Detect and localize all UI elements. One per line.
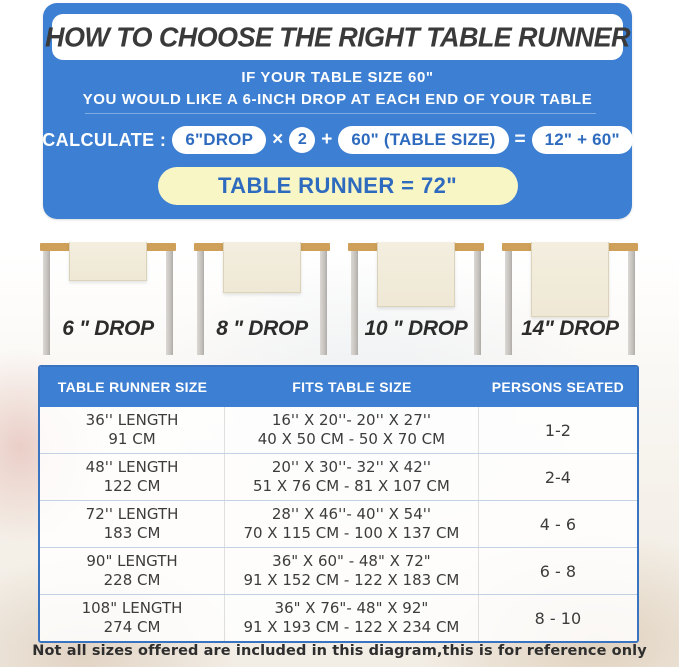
- runner-graphic: [69, 242, 147, 281]
- equals-operator: =: [514, 129, 526, 150]
- fits-table-cell: [225, 548, 479, 594]
- calculate-formula: [43, 125, 632, 155]
- title-box: [45, 14, 630, 60]
- table-row: [40, 594, 637, 641]
- drop-value-pill: 6"DROP: [172, 126, 266, 154]
- table-row: [40, 500, 637, 547]
- size-inches: 108" LENGTH: [81, 599, 183, 617]
- runner-graphic: [223, 242, 301, 293]
- multiplier-badge: 2: [289, 127, 315, 153]
- fits-cm: 91 X 193 CM - 122 X 234 CM: [243, 618, 460, 636]
- size-inches: 48'' LENGTH: [85, 458, 179, 476]
- subtitle-line2: YOU WOULD LIKE A 6-INCH DROP AT EACH END OF YOUR TABLE: [82, 91, 593, 108]
- persons-cell: 2-4: [544, 467, 571, 487]
- size-cm: 183 CM: [103, 524, 161, 542]
- size-table-header: [40, 367, 637, 407]
- runner-graphic: [377, 242, 455, 307]
- size-cm: 274 CM: [103, 618, 161, 636]
- size-cm: 91 CM: [108, 430, 156, 448]
- size-inches: 72'' LENGTH: [85, 505, 179, 523]
- subtitle-line1: IF YOUR TABLE SIZE 60": [241, 69, 434, 86]
- table-illustration-14-drop: [502, 243, 638, 359]
- drop-illustrations: [40, 243, 638, 359]
- drop-label: 10 " DROP: [364, 317, 468, 340]
- fits-inches: 36" X 60" - 48" X 72": [272, 552, 431, 570]
- fits-cm: 40 X 50 CM - 50 X 70 CM: [257, 430, 446, 448]
- size-table: [38, 365, 639, 643]
- column-header-persons: PERSONS SEATED: [491, 379, 625, 395]
- multiply-operator: ×: [272, 129, 284, 150]
- persons-cell: 1-2: [544, 420, 571, 440]
- fits-table-cell: [225, 595, 479, 641]
- persons-cell: 4 - 6: [539, 514, 577, 534]
- drop-label: 14" DROP: [521, 317, 619, 340]
- sum-pill: 12" + 60": [532, 126, 633, 154]
- result-text: TABLE RUNNER = 72": [217, 173, 458, 198]
- fits-table-cell: [225, 407, 479, 453]
- persons-cell: 6 - 8: [539, 561, 577, 581]
- fits-table-cell: [225, 454, 479, 500]
- table-illustration-10-drop: [348, 243, 484, 359]
- runner-size-cell: [40, 454, 225, 500]
- size-inches: 36'' LENGTH: [85, 411, 179, 429]
- plus-operator: +: [321, 129, 333, 150]
- column-header-runner-size: TABLE RUNNER SIZE: [57, 379, 208, 395]
- size-inches: 90" LENGTH: [86, 552, 178, 570]
- column-header-fits-table: FITS TABLE SIZE: [292, 379, 412, 395]
- size-cm: 228 CM: [103, 571, 161, 589]
- page-title: HOW TO CHOOSE THE RIGHT TABLE RUNNER: [45, 20, 630, 53]
- table-size-pill: 60" (TABLE SIZE): [338, 126, 508, 154]
- runner-graphic: [531, 242, 609, 317]
- runner-size-cell: [40, 407, 225, 453]
- runner-size-cell: [40, 548, 225, 594]
- fits-inches: 28'' X 46''- 40'' X 54'': [271, 505, 431, 523]
- runner-size-cell: [40, 595, 225, 641]
- size-cm: 122 CM: [103, 477, 161, 495]
- table-row: [40, 547, 637, 594]
- result-pill: [158, 167, 518, 205]
- footer-note: Not all sizes offered are included in this diagram,this is for reference only: [32, 643, 647, 659]
- table-row: [40, 453, 637, 500]
- calculate-label: CALCULATE :: [42, 129, 167, 150]
- panel-divider: [85, 113, 596, 114]
- drop-label: 8 " DROP: [216, 317, 308, 340]
- fits-inches: 16'' X 20''- 20'' X 27'': [271, 411, 431, 429]
- fits-cm: 70 X 115 CM - 100 X 137 CM: [243, 524, 460, 542]
- fits-inches: 20'' X 30''- 32'' X 42'': [271, 458, 431, 476]
- header-panel: [43, 3, 632, 219]
- table-illustration-6-drop: [40, 243, 176, 359]
- table-illustration-8-drop: [194, 243, 330, 359]
- fits-inches: 36" X 76"- 48" X 92": [274, 599, 429, 617]
- fits-cm: 51 X 76 CM - 81 X 107 CM: [253, 477, 450, 495]
- persons-cell: 8 - 10: [534, 608, 582, 628]
- fits-table-cell: [225, 501, 479, 547]
- drop-label: 6 " DROP: [62, 317, 154, 340]
- table-row: [40, 407, 637, 453]
- runner-size-cell: [40, 501, 225, 547]
- fits-cm: 91 X 152 CM - 122 X 183 CM: [243, 571, 460, 589]
